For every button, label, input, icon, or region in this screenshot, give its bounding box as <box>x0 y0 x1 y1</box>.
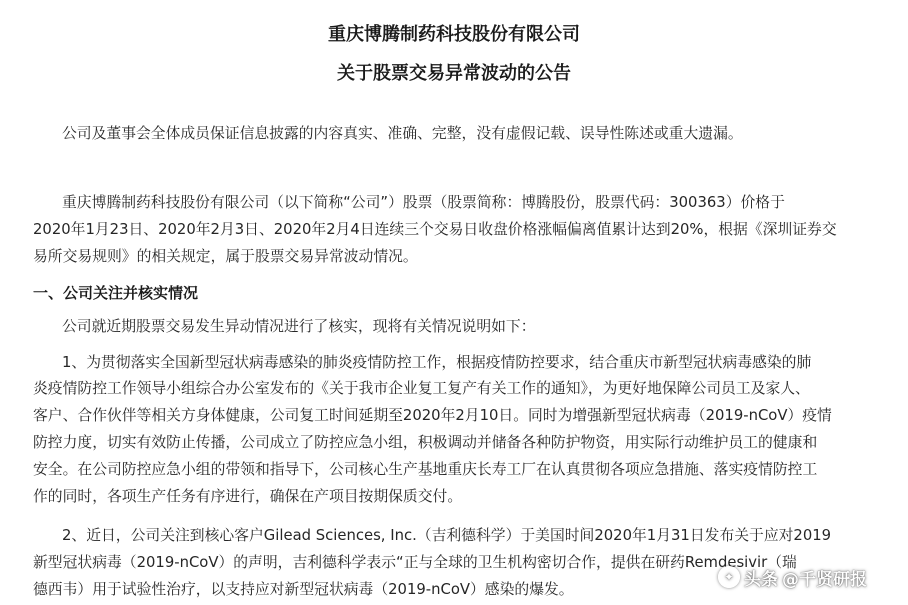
toutiao-logo-icon: ✦ <box>718 566 740 588</box>
document-title: 重庆博腾制药科技股份有限公司 <box>328 24 580 45</box>
document-subtitle: 关于股票交易异常波动的公告 <box>337 63 571 84</box>
item2-line: 2、近日，公司关注到核心客户Gilead Sciences, Inc.（吉利德科学）于美国时间2020年1月31日发布关于应对2019 <box>62 527 832 544</box>
intro-line: 2020年1月23日、2020年2月3日、2020年2月4日连续三个交易日收盘价格涨幅偏离值累计达到20%，根据《深圳证券交 <box>33 221 837 238</box>
section-intro: 公司就近期股票交易发生异动情况进行了核实，现将有关情况说明如下： <box>62 318 536 335</box>
intro-line: 重庆博腾制药科技股份有限公司（以下简称“公司”）股票（股票简称：博腾股份，股票代码：300363）价格于 <box>62 194 785 211</box>
item1-line: 炎疫情防控工作领导小组综合办公室发布的《关于我市企业复工复产有关工作的通知》，为更好地保障公司员工及家人、 <box>33 380 810 397</box>
watermark <box>718 562 867 592</box>
item1-line: 防控力度，切实有效防止传播，公司成立了防控应急小组，积极调动并储备各种防护物资，用实际行动维护员工的健康和 <box>33 434 818 451</box>
item1-line: 1、为贯彻落实全国新型冠状病毒感染的肺炎疫情防控工作，根据疫情防控要求，结合重庆市新型冠状病毒感染的肺 <box>62 354 812 371</box>
item2-line: 新型冠状病毒（2019-nCoV）的声明，吉利德科学表示“正与全球的卫生机构密切合作，提供在研药Remdesivir（瑞 <box>33 554 797 571</box>
intro-line: 易所交易规则》的相关规定，属于股票交易异常波动情况。 <box>33 248 418 265</box>
watermark-platform: 头条 <box>744 569 778 590</box>
item1-line: 客户、合作伙伴等相关方身体健康，公司复工时间延期至2020年2月10日。同时为增强新型冠状病毒（2019-nCoV）疫情 <box>33 407 832 424</box>
watermark-author: @千贤研报 <box>782 569 867 590</box>
item1-line: 作的同时，各项生产任务有序进行，确保在产项目按期保质交付。 <box>33 488 463 505</box>
section-heading: 一、公司关注并核实情况 <box>33 284 199 302</box>
item1-line: 安全。在公司防控应急小组的带领和指导下，公司核心生产基地重庆长寿工厂在认真贯彻各项应急措施、落实疫情防控工 <box>33 461 818 478</box>
item2-line: 德西韦）用于试验性治疗，以支持应对新型冠状病毒（2019-nCoV）感染的爆发。 <box>33 581 574 598</box>
board-statement: 公司及董事会全体成员保证信息披露的内容真实、准确、完整，没有虚假记载、误导性陈述或重大遗漏。 <box>62 125 743 142</box>
